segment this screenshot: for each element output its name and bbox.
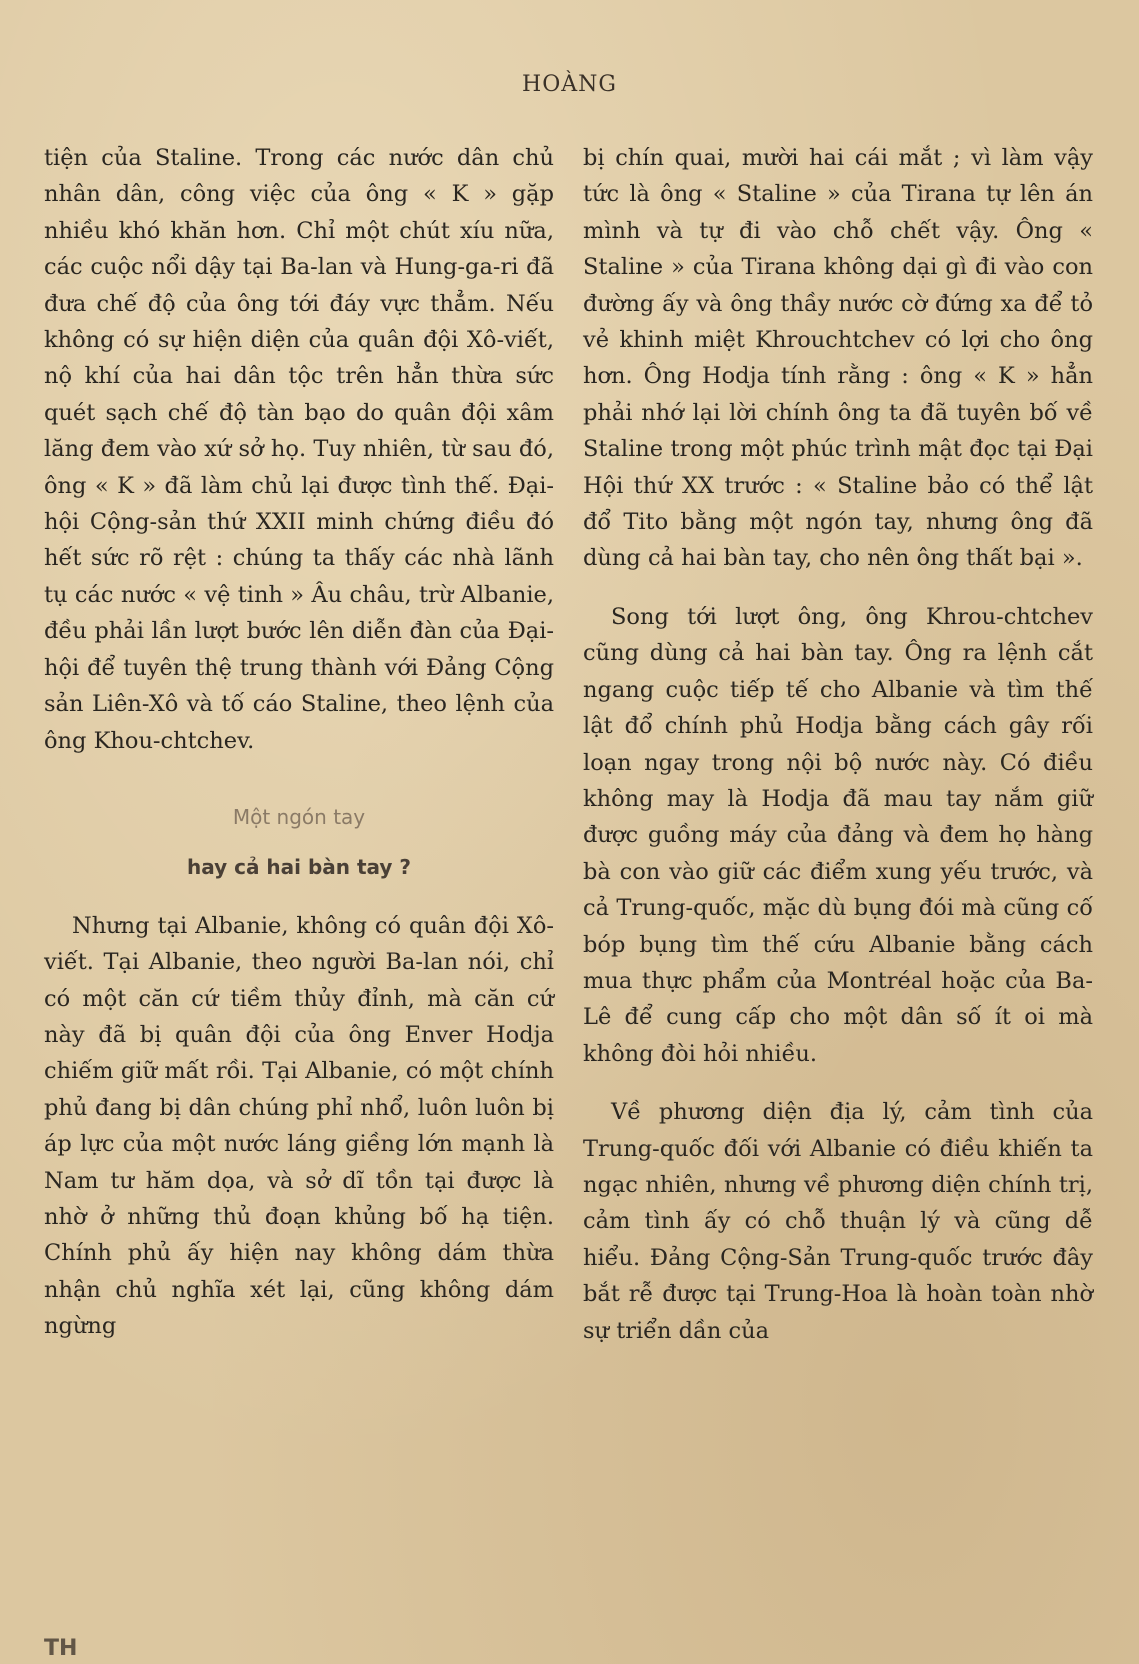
running-header: HOÀNG (522, 72, 617, 97)
section-subheading-line-1: Một ngón tay (232, 804, 366, 829)
page-footer: TH (44, 1636, 78, 1661)
right-paragraph-3: Về phương diện địa lý, cảm tình của Trung-quốc đối với Albanie có điều khiến ta ngạc nhiên, nhưng về phương diện chính trị, cảm tình ấy có chỗ thuận lý và cũng dễ hiểu. Đảng Cộng-Sản Trung-quốc trước đây bắt rễ được tại Trung-Hoa là hoàn toàn nhờ sự triển dần của (583, 1099, 1093, 1344)
left-column (44, 140, 554, 1345)
section-subheading-line-2: hay cả hai bàn tay ? (186, 855, 412, 880)
right-paragraph-2: Song tới lượt ông, ông Khrou-chtchev cũng dùng cả hai bàn tay. Ông ra lệnh cắt ngang cuộc tiếp tế cho Albanie và tìm thế lật đổ chính phủ Hodja bằng cách gây rối loạn ngay trong nội bộ nước này. Có điều không may là Hodja đã mau tay nắm giữ được guồng máy của đảng và đem họ hàng bà con vào giữ các điểm xung yếu trước, và cả Trung-quốc, mặc dù bụng đói mà cũng cố bóp bụng tìm thế cứu Albanie bằng cách mua thực phẩm của Montréal hoặc của Ba-Lê để cung cấp cho một dân số ít oi mà không đòi hỏi nhiều. (583, 603, 1093, 1067)
right-paragraph-1: bị chín quai, mười hai cái mắt ; vì làm vậy tức là ông « Staline » của Tirana tự lên án mình và tự đi vào chỗ chết vậy. Ông « Staline » của Tirana không dại gì đi vào con đường ấy và ông thầy nước cờ đứng xa để tỏ vẻ khinh miệt Khrouchtchev có lợi cho ông hơn. Ông Hodja tính rằng : ông « K » hẳn phải nhớ lại lời chính ông ta đã tuyên bố về Staline trong một phúc trình mật đọc tại Đại Hội thứ XX trước : « Staline bảo có thể lật đổ Tito bằng một ngón tay, nhưng ông đã dùng cả hai bàn tay, cho nên ông thất bại ». (583, 145, 1093, 572)
left-paragraph-1: tiện của Staline. Trong các nước dân chủ nhân dân, công việc của ông « K » gặp nhiều khó khăn hơn. Chỉ một chút xíu nữa, các cuộc nổi dậy tại Ba-lan và Hung-ga-ri đã đưa chế độ của ông tới đáy vực thẳm. Nếu không có sự hiện diện của quân đội Xô-viết, nộ khí của hai dân tộc trên hẳn thừa sức quét sạch chế độ tàn bạo do quân đội xâm lăng đem vào xứ sở họ. Tuy nhiên, từ sau đó, ông « K » đã làm chủ lại được tình thế. Đại-hội Cộng-sản thứ XXII minh chứng điều đó hết sức rõ rệt : chúng ta thấy các nhà lãnh tụ các nước « vệ tinh » Âu châu, trừ Albanie, đều phải lần lượt bước lên diễn đàn của Đại-hội để tuyên thệ trung thành với Đảng Cộng sản Liên-Xô và tố cáo Staline, theo lệnh của ông Khou-chtchev. (44, 145, 554, 754)
right-column (583, 140, 1093, 1349)
left-paragraph-2: Nhưng tại Albanie, không có quân đội Xô-viết. Tại Albanie, theo người Ba-lan nói, chỉ có một căn cứ tiềm thủy đỉnh, mà căn cứ này đã bị quân đội của ông Enver Hodja chiếm giữ mất rồi. Tại Albanie, có một chính phủ đang bị dân chúng phỉ nhổ, luôn luôn bị áp lực của một nước láng giềng lớn mạnh là Nam tư hăm dọa, và sở dĩ tồn tại được là nhờ ở những thủ đoạn khủng bố hạ tiện. Chính phủ ấy hiện nay không dám thừa nhận chủ nghĩa xét lại, cũng không dám ngừng (44, 912, 554, 1340)
